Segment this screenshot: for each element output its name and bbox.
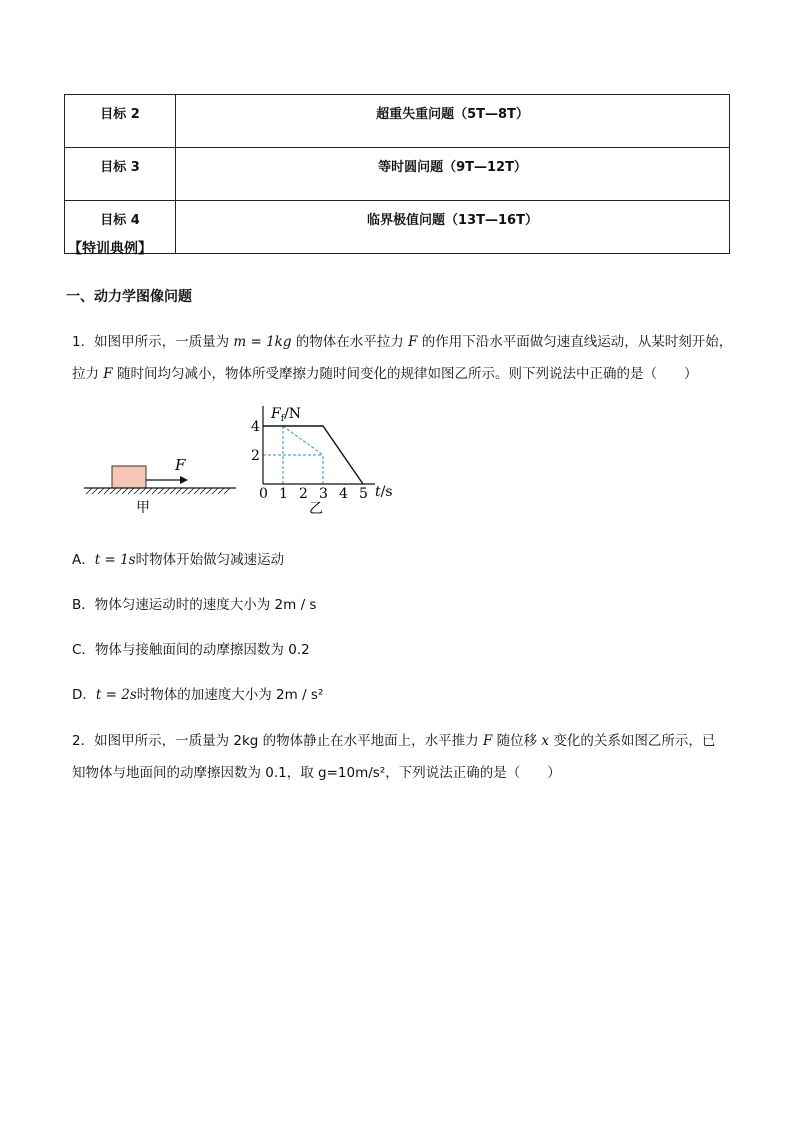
q2-var-x: x (541, 733, 550, 749)
q2-line2: 知物体与地面间的动摩擦因数为 0.1，取 g=10m/s²，下列说法正确的是（ ） (72, 765, 561, 781)
q1-text: 1．如图甲所示，一质量为 (72, 334, 234, 350)
goal-content: 等时圆问题（9T—12T） (176, 148, 730, 201)
guide-line (283, 426, 323, 455)
x-tick-label: 5 (359, 486, 368, 502)
option-prefix: B． (72, 597, 95, 613)
x-tick-label: 3 (319, 486, 328, 502)
q1-mass: m = 1kg (233, 334, 292, 350)
goal-label: 目标 2 (65, 95, 176, 148)
q2-var-F: F (482, 733, 493, 749)
x-tick-label: 2 (299, 486, 308, 502)
option-prefix: A． (72, 552, 95, 568)
q1-text: 的作用下沿水平面做匀速直线运动，从某时刻开始， (417, 334, 733, 350)
goal-label: 目标 3 (65, 148, 176, 201)
y-tick-labels (251, 419, 260, 464)
figure-caption-yi: 乙 (309, 501, 323, 517)
y-tick-label: 4 (251, 419, 260, 435)
option-prefix: D． (72, 687, 96, 703)
y-tick-label: 2 (251, 448, 260, 464)
subsection-title: 一、动力学图像问题 (66, 289, 192, 305)
guide-lines (263, 426, 323, 484)
option-text: 时物体开始做匀减速运动 (135, 552, 285, 568)
x-tick-label: 1 (279, 486, 288, 502)
q1-text: 拉力 (72, 366, 104, 382)
q1-line2 (72, 362, 697, 382)
table-row (65, 95, 730, 148)
section-title: 【特训典例】 (68, 241, 152, 257)
q1-text: 随时间均匀减小，物体所受摩擦力随时间变化的规律如图乙所示。则下列说法中正确的是（ ） (112, 366, 698, 382)
q1-var-F: F (103, 366, 113, 382)
figure-yi-chart (245, 396, 405, 520)
option-c[interactable] (72, 638, 310, 658)
q2-text: 随位移 (492, 733, 542, 749)
arrow-head (180, 476, 188, 484)
q2-text: 变化的关系如图乙所示，已 (549, 733, 716, 749)
table-row (65, 148, 730, 201)
y-axis-label: $F_f/N$ (271, 406, 302, 424)
option-text: 时物体的加速度大小为 2m / s² (136, 687, 324, 703)
goal-content: 临界极值问题（13T—16T） (176, 201, 730, 254)
option-math: t = 2s (95, 687, 137, 703)
option-prefix: C． (72, 642, 95, 658)
goal-content: 超重失重问题（5T—8T） (176, 95, 730, 148)
goal-label: 目标 4 (65, 201, 176, 254)
figure-caption-jia: 甲 (136, 500, 150, 516)
x-tick-label: 0 (259, 486, 268, 502)
table-row (65, 201, 730, 254)
x-axis-label: t/s (375, 484, 393, 500)
option-b[interactable] (72, 593, 316, 613)
q1-var-F: F (408, 334, 418, 350)
figure-jia (80, 450, 240, 520)
option-text: 物体匀速运动时的速度大小为 2m / s (94, 597, 317, 613)
q2-text: 2．如图甲所示，一质量为 2kg 的物体静止在水平地面上，水平推力 (72, 733, 483, 749)
x-tick-labels (259, 486, 368, 502)
x-tick-label: 4 (339, 486, 348, 502)
force-label: F (175, 456, 186, 474)
q1-line1 (72, 330, 732, 350)
q1-text: 的物体在水平拉力 (291, 334, 409, 350)
option-math: t = 1s (94, 552, 136, 568)
ground-hatch (86, 488, 230, 494)
option-d[interactable] (72, 683, 323, 703)
option-a[interactable] (72, 548, 284, 568)
block (112, 466, 146, 488)
option-text: 物体与接触面间的动摩擦因数为 0.2 (94, 642, 310, 658)
q2-line1 (72, 729, 715, 749)
goals-table (64, 94, 730, 254)
